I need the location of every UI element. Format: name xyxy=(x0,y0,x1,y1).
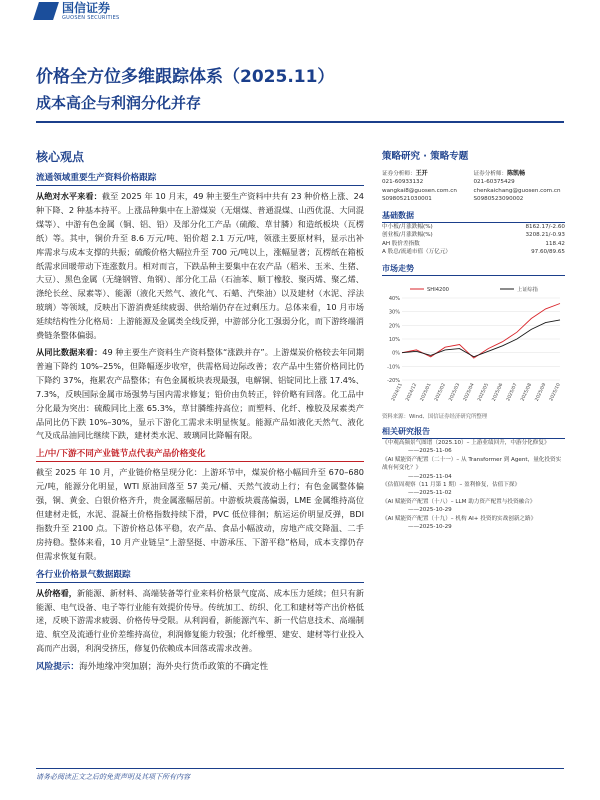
report-link[interactable]: 《AI 赋能资产配置（二十一）– 从 Transformer 到 Agent，量化投资实战有何变化？》 xyxy=(382,456,562,472)
paragraph-text: 新能源、新材料、高端装备等行业来料价格景气度高、成本压力延续；但只有新能源、电气设备、电子等行业能有效提价传导。传统加工、纺织、化工和建材等产出价格低迷，反映下游需求疲弱、价格传导受限。从利润看，新能源汽车、新一代信息技术、高端制造、航空及流通行业价差维持高位，利润修复能力较强；化纤橡塑、建安、建材等行业投入高而产出弱，利润受挤压，修复仍依赖成本回落或需求改善。 xyxy=(36,587,364,654)
chart-svg xyxy=(382,280,565,410)
analyst-role: 证券分析师： xyxy=(473,171,508,177)
x-tick-label: 2025/08 xyxy=(520,382,534,403)
risk-text: 海外地缘冲突加剧；海外央行货币政策的不确定性 xyxy=(78,662,269,673)
analyst-email[interactable]: chenkaichang@guosen.com.cn xyxy=(473,187,561,194)
row-value: 118.42 xyxy=(545,240,565,247)
analyst-phone: 021-60375429 xyxy=(473,179,515,186)
analyst-name: 陈凯畅 xyxy=(507,170,526,177)
analyst-role: 证券分析师： xyxy=(382,171,416,177)
risk-warning xyxy=(36,660,364,672)
paragraph-text: 截至 2025 年 10 月，产业链价格呈现分化：上游环节中，煤炭价格小幅回升至 670–680 元/吨，能源分化明显，WTI 原油回落至 57 美元/桶、天然气波动上行；有色金属整体偏强，铜、黄金、白银价格齐升，贵金属涨幅居前。中游板块震荡偏弱，LME 金属维持高位但建材走低，水泥、混凝土价格指数持续下滑，PVC 低位徘徊；航运运价明显反弹，BDI 指数升至 2100 点。下游价格总体平稳，农产品、食品小幅波动，房地产成交降温、二手房持稳。整体来看，10 月产业链呈“上游坚挺、中游承压、下游平稳”格局，成本支撑仍存但需求恢复有限。 xyxy=(36,467,364,561)
row-label: 中小板/月涨跌幅(%) xyxy=(382,223,433,230)
y-tick-label: 30% xyxy=(388,309,400,316)
x-tick-label: 2025/06 xyxy=(491,382,505,403)
market-trend-heading: 市场走势 xyxy=(382,263,565,276)
table-row xyxy=(382,223,565,232)
analyst-cert: S0980521030001 xyxy=(382,196,432,203)
paragraph-lead: 从同比数据来看： xyxy=(36,346,103,357)
related-reports-list xyxy=(382,439,565,531)
x-tick-label: 2024/11 xyxy=(391,382,404,403)
table-row xyxy=(382,231,565,240)
logo-cn: 国信证券 xyxy=(62,0,111,15)
y-tick-label: 0% xyxy=(392,350,400,357)
x-tick-label: 2025/09 xyxy=(534,382,548,403)
section-heading: 流通领域重要生产资料价格跟踪 xyxy=(36,171,364,186)
row-label: AH 股价差指数 xyxy=(382,240,420,247)
chart-source: 资料来源：Wind、国信证券经济研究所整理 xyxy=(382,414,488,420)
x-tick-label: 2025/10 xyxy=(549,382,562,403)
disclaimer-footer: 请务必阅读正文之后的免责声明及其项下所有内容 xyxy=(36,768,564,782)
y-tick-label: 40% xyxy=(388,296,400,302)
y-tick-label: 20% xyxy=(388,323,400,330)
analyst-name: 王开 xyxy=(415,170,428,177)
list-item[interactable] xyxy=(382,481,565,498)
core-views-column xyxy=(36,148,364,672)
report-date: ——2025-11-06 xyxy=(408,448,452,455)
report-date: ——2025-11-04 xyxy=(408,473,452,480)
report-date: ——2025-10-29 xyxy=(408,524,452,531)
row-label: 创业板/月涨跌幅(%) xyxy=(382,232,433,239)
paragraph xyxy=(36,346,364,443)
risk-lead: 风险提示： xyxy=(36,662,79,673)
paragraph xyxy=(36,190,364,343)
report-link[interactable]: 《中观高频景气图谱（2025.10）– 上游业绩回升，中游分化修复》 xyxy=(382,440,550,446)
analyst-cert: S0980523090002 xyxy=(473,196,524,203)
report-category: 策略研究 · 策略专题 xyxy=(382,151,469,162)
list-item[interactable] xyxy=(382,456,565,481)
basic-data-heading: 基础数据 xyxy=(382,210,565,223)
paragraph-text: 截至 2025 年 10 月末，49 种主要生产资料中共有 23 种价格上涨、24 种下降、2 种基本持平。上涨品种集中在上游煤炭（无烟煤、普通混煤、山西优混、大同混煤等）、中游有色金属（铜、铝、铅）及部分化工产品（硫酸、草甘膦）和造纸板块（瓦楞纸）等。其中，铜价升至 8.6 万元/吨、铝价超 2.1 万元/吨，领涨主要原材料，显示出补库需求与成本支撑的共振；硫酸价格大幅拉升至 700 元/吨以上，涨幅显著；瓦楞纸在箱板纸需求回暖带动下连涨数月。相对而言，下跌品种主要集中在农产品（稻米、玉米、生猪、大豆）、黑色金属（无缝钢管、角钢）、部分化工品（石油苯、顺丁橡胶、聚丙烯、聚乙烯、涤纶长丝、尿素等）、能源（液化天然气、液化气、石蜡、汽柴油）以及建材（水泥、浮法玻璃）等领域，反映出下游消费延续疲弱、供给端仍存在过剩压力。总体来看，10 月市场延续结构性分化格局：上游能源及金属类全线反弹，中游部分化工强弱分化，而下游终端消费链条整体偏弱。 xyxy=(36,191,364,341)
analyst-phone: 021-60933132 xyxy=(382,179,424,186)
title-divider xyxy=(36,121,564,123)
logo-mark-icon xyxy=(33,2,59,20)
analyst-block xyxy=(382,170,565,204)
report-link[interactable]: 《AI 赋能资产配置（十九）– 机构 AI+ 投资的实战创新之路》 xyxy=(382,515,537,522)
analyst-email[interactable]: wangkai8@guosen.com.cn xyxy=(382,187,457,194)
logo-en: GUOSEN SECURITIES xyxy=(62,14,120,21)
x-tick-label: 2025/02 xyxy=(434,382,447,403)
list-item[interactable] xyxy=(382,515,565,532)
row-label: A 股总/流通市值（万亿元） xyxy=(382,249,452,256)
y-tick-label: -20% xyxy=(387,378,400,384)
related-reports-heading: 相关研究报告 xyxy=(382,426,565,439)
row-value: 97.60/89.65 xyxy=(531,249,565,256)
x-tick-label: 2025/03 xyxy=(448,382,462,403)
section-heading: 上/中/下游不同产业链节点代表产品价格变化 xyxy=(36,447,364,462)
paragraph xyxy=(36,587,364,657)
y-tick-label: 10% xyxy=(388,337,400,343)
report-date: ——2025-11-02 xyxy=(408,490,452,497)
y-tick-label: -10% xyxy=(387,364,400,371)
x-tick-label: 2025/04 xyxy=(463,382,476,403)
report-date: ——2025-10-29 xyxy=(408,507,452,514)
report-link[interactable]: 《AI 赋能资产配置（十八）– LLM 助力资产配置与投资融合》 xyxy=(382,498,536,505)
x-tick-label: 2025/05 xyxy=(477,382,490,403)
x-tick-label: 2025/01 xyxy=(419,382,433,403)
core-views-heading: 核心观点 xyxy=(36,150,85,164)
sidebar-column xyxy=(382,148,565,531)
x-tick-label: 2024/12 xyxy=(405,382,419,403)
report-title: 价格全方位多维跟踪体系（2025.11） xyxy=(36,67,335,87)
list-item[interactable] xyxy=(382,498,565,515)
table-row xyxy=(382,248,565,257)
legend-label: SHI4200 xyxy=(427,287,449,293)
section-heading: 各行业价格景气数据跟踪 xyxy=(36,568,364,583)
row-value: 3208.21/-0.93 xyxy=(525,232,565,239)
row-value: 8162.17/-2.60 xyxy=(525,223,565,230)
basic-data-table xyxy=(382,223,565,257)
paragraph-lead: 从价格看， xyxy=(36,587,77,598)
analyst-card xyxy=(382,170,474,204)
list-item[interactable] xyxy=(382,439,565,456)
market-trend-chart xyxy=(382,280,565,410)
analyst-card xyxy=(474,170,566,204)
report-subtitle: 成本高企与利润分化并存 xyxy=(36,94,202,112)
x-tick-label: 2025/07 xyxy=(506,382,519,403)
paragraph xyxy=(36,466,364,563)
paragraph-lead: 从绝对水平来看： xyxy=(36,191,102,201)
legend-label: 上证综指 xyxy=(517,287,538,293)
company-logo xyxy=(36,0,120,22)
paragraph-text: 49 种主要生产资料生产资料整体“涨跌并存”。上游煤炭价格较去年同期普遍下降约 10%–25%，但降幅逐步收窄，供需格局边际改善；农产品中生猪价格同比仍下降约 37%，拖累农产品整体；有色金属板块表现最强，电解铜、铝锭同比上涨 17.4%、7.3%，反映国际金属市场强势与国内需求修复；铅价由负转正，锌价略有回落。化工品中分化最为突出：硫酸同比上涨 65.3%，草甘膦维持高位；而塑料、化纤、橡胶及尿素类产品同比仍下跌 10%–30%，显示下游化工需求未明显恢复。能源产品如液化天然气、液化气及成品油同比继续下跌，建材类水泥、玻璃同比降幅有限。 xyxy=(36,346,364,441)
table-row xyxy=(382,240,565,249)
report-link[interactable]: 《估值周观察（11 月第 1 期）– 盈利修复，估值下探》 xyxy=(382,482,521,489)
